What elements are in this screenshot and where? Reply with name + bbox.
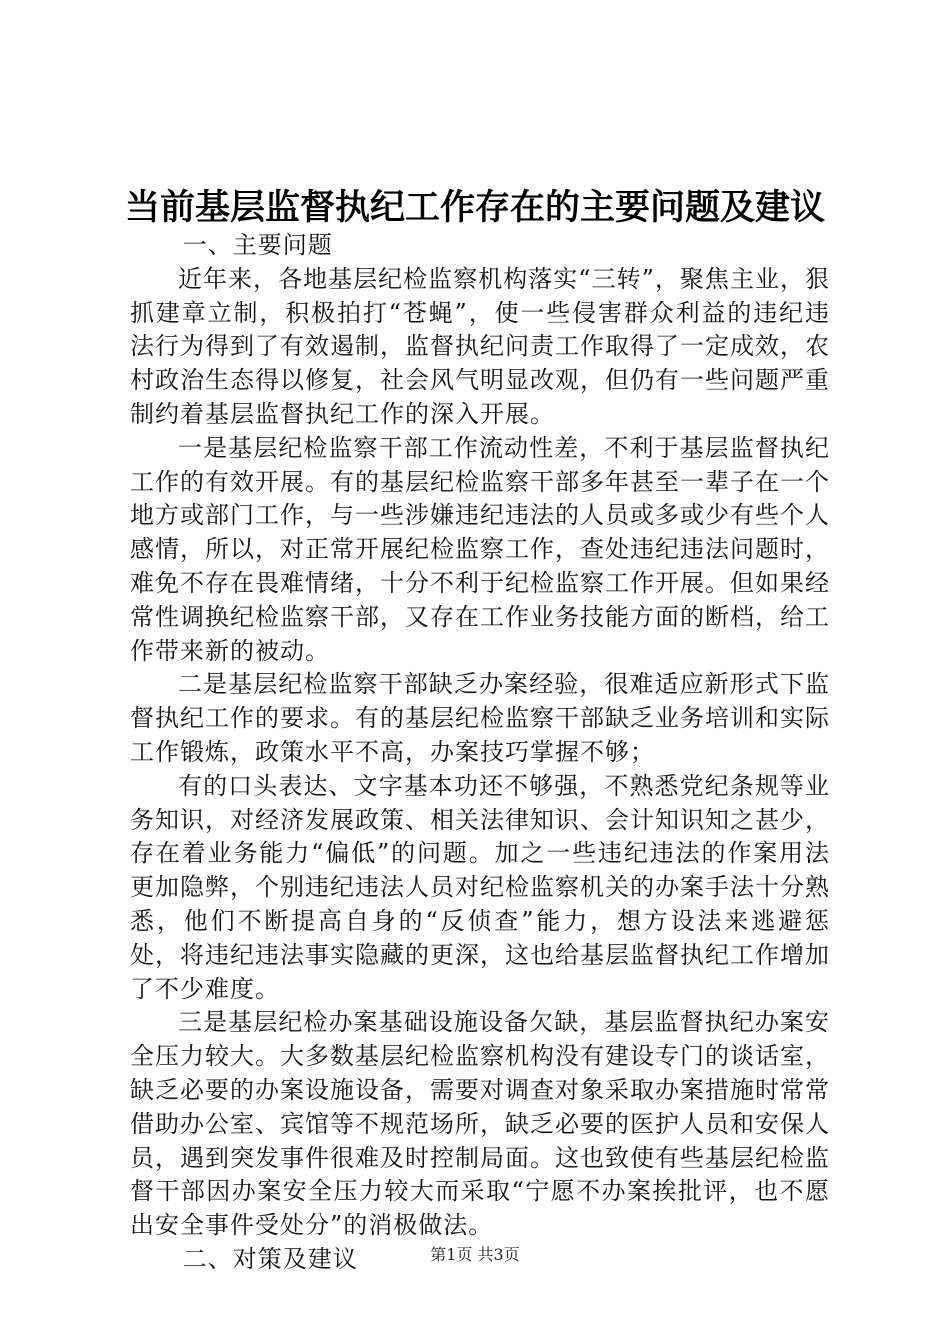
paragraph-point-three: 三是基层纪检办案基础设施设备欠缺，基层监督执纪办案安全压力较大。大多数基层纪检监察机构没有建设专门的谈话室，缺乏必要的办案设施设备，需要对调查对象采取办案措施时常常借助办公室、宾馆等不规范场所，缺乏必要的医护人员和安保人员，遇到突发事件很难及时控制局面。这也致使有些基层纪检监督干部因办案安全压力较大而采取“宁愿不办案挨批评，也不愿出安全事件受处分”的消极做法。 bbox=[130, 1008, 830, 1240]
paragraph-point-two-continued: 有的口头表达、文字基本功还不够强，不熟悉党纪条规等业务知识，对经济发展政策、相关法律知识、会计知识知之甚少，存在着业务能力“偏低”的问题。加之一些违纪违法的作案用法更加隐弊，个别违纪违法人员对纪检监察机关的办案手法十分熟悉，他们不断提高自身的“反侦查”能力，想方设法来逃避惩处，将违纪违法事实隐藏的更深，这也给基层监督执纪工作增加了不少难度。 bbox=[130, 771, 830, 1003]
paragraph-intro: 近年来，各地基层纪检监察机构落实“三转”，聚焦主业，狠抓建章立制，积极拍打“苍蝇”，使一些侵害群众利益的违纪违法行为得到了有效遏制，监督执纪问责工作取得了一定成效，农村政治生态得以修复，社会风气明显改观，但仍有一些问题严重制约着基层监督执纪工作的深入开展。 bbox=[130, 264, 830, 428]
section-heading-suggestions: 二、对策及建议 bbox=[182, 1244, 358, 1273]
page-number-footer: 第1页 共3页 bbox=[430, 1245, 520, 1264]
section-heading-problems: 一、主要问题 bbox=[182, 231, 333, 259]
document-title: 当前基层监督执纪工作存在的主要问题及建议 bbox=[124, 187, 825, 228]
document-body bbox=[130, 229, 830, 1277]
paragraph-point-one: 一是基层纪检监察干部工作流动性差，不利于基层监督执纪工作的有效开展。有的基层纪检监察干部多年甚至一辈子在一个地方或部门工作，与一些涉嫌违纪违法的人员或多或少有些个人感情，所以，对正常开展纪检监察工作，查处违纪违法问题时，难免不存在畏难情绪，十分不利于纪检监察工作开展。但如果经常性调换纪检监察干部，又存在工作业务技能方面的断档，给工作带来新的被动。 bbox=[130, 433, 830, 665]
paragraph-point-two: 二是基层纪检监察干部缺乏办案经验，很难适应新形式下监督执纪工作的要求。有的基层纪检监察干部缺乏业务培训和实际工作锻炼，政策水平不高，办案技巧掌握不够； bbox=[130, 670, 830, 766]
